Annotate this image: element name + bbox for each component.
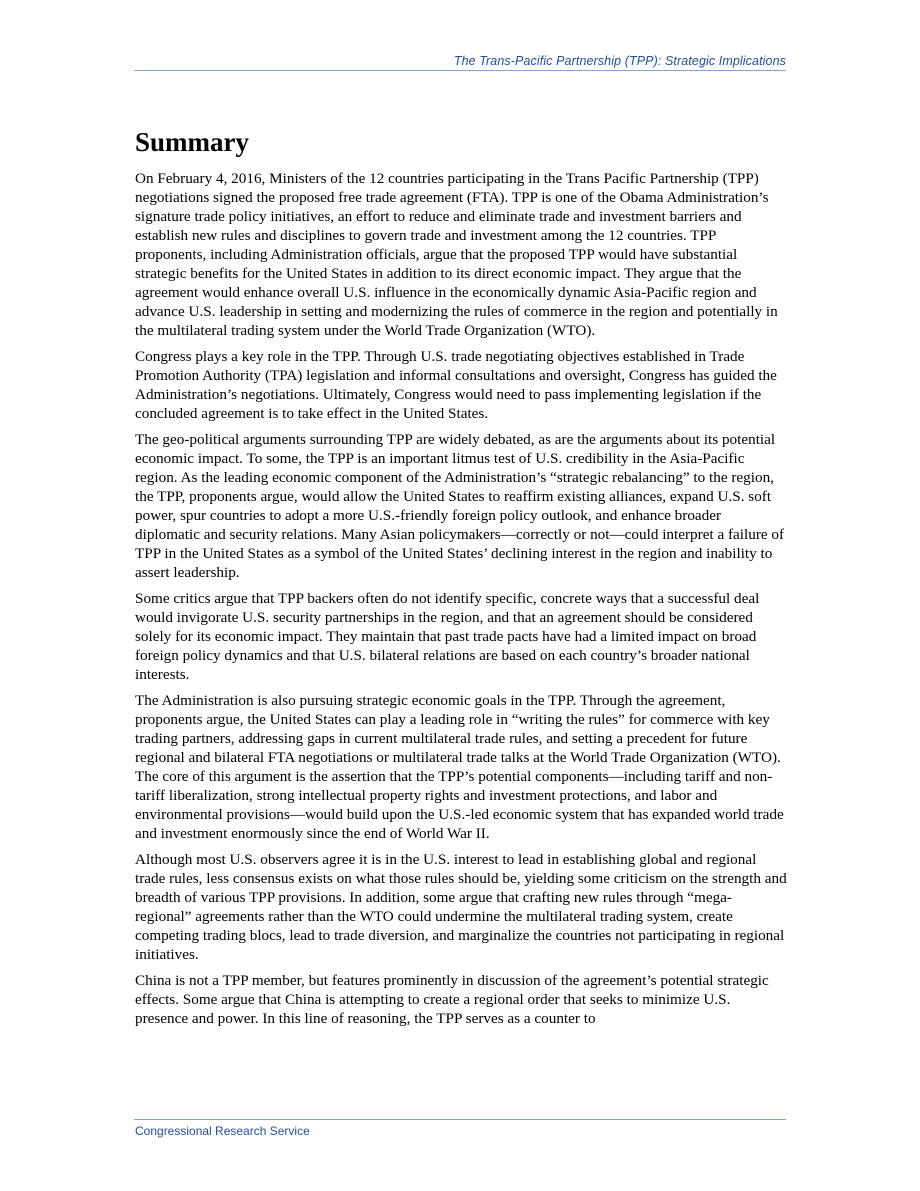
running-header: The Trans-Pacific Partnership (TPP): Strategic Implications bbox=[453, 54, 786, 68]
footer-rule bbox=[134, 1119, 786, 1120]
header-rule bbox=[134, 70, 786, 71]
paragraph-7: China is not a TPP member, but features prominently in discussion of the agreement’s potential strategic effects. Some argue that China is attempting to create a regional order that seeks to minimize U.S. presence and power. In this line of reasoning, the TPP serves as a counter to bbox=[135, 972, 769, 1027]
document-body bbox=[135, 125, 787, 1035]
paragraph-5: The Administration is also pursuing strategic economic goals in the TPP. Through the agreement, proponents argue, the United States can play a leading role in “writing the rules” for commerce with key trading partners, addressing gaps in current multilateral trade rules, and setting a precedent for future regional and bilateral FTA negotiations or multilateral trade talks at the World Trade Organization (WTO). The core of this argument is the assertion that the TPP’s potential components—including tariff and non-tariff liberalization, strong intellectual property rights and investment protections, and labor and environmental provisions—would build upon the U.S.-led economic system that has expanded world trade and investment enormously since the end of World War II. bbox=[135, 692, 784, 842]
paragraph-6: Although most U.S. observers agree it is in the U.S. interest to lead in establishing global and regional trade rules, less consensus exists on what those rules should be, yielding some criticism on the strength and breadth of various TPP provisions. In addition, some argue that crafting new rules through “mega-regional” agreements rather than the WTO could undermine the multilateral trading system, create competing trading blocs, lead to trade diversion, and marginalize the countries not participating in regional initiatives. bbox=[135, 851, 787, 963]
paragraph-3: The geo-political arguments surrounding TPP are widely debated, as are the arguments about its potential economic impact. To some, the TPP is an important litmus test of U.S. credibility in the Asia-Pacific region. As the leading economic component of the Administration’s “strategic rebalancing” to the region, the TPP, proponents argue, would allow the United States to reaffirm existing alliances, expand U.S. soft power, spur countries to adopt a more U.S.-friendly foreign policy outlook, and enhance broader diplomatic and security relations. Many Asian policymakers—correctly or not—could interpret a failure of TPP in the United States as a symbol of the United States’ declining interest in the region and inability to assert leadership. bbox=[135, 431, 785, 581]
paragraph-1: On February 4, 2016, Ministers of the 12 countries participating in the Trans Pacific Partnership (TPP) negotiations signed the proposed free trade agreement (FTA). TPP is one of the Obama Administration’s signature trade policy initiatives, an effort to reduce and eliminate trade and investment barriers and establish new rules and disciplines to govern trade and investment among the 12 countries. TPP proponents, including Administration officials, argue that the proposed TPP would have substantial strategic benefits for the United States in addition to its direct economic impact. They argue that the agreement would enhance overall U.S. influence in the economically dynamic Asia-Pacific region and advance U.S. leadership in setting and modernizing the rules of commerce in the region and potentially in the multilateral trading system under the World Trade Organization (WTO). bbox=[135, 170, 778, 339]
footer-organization: Congressional Research Service bbox=[135, 1124, 310, 1138]
paragraph-4: Some critics argue that TPP backers often do not identify specific, concrete ways that a successful deal would invigorate U.S. security partnerships in the region, and that an agreement should be considered solely for its economic impact. They maintain that past trade pacts have had a limited impact on broad foreign policy dynamics and that U.S. bilateral relations are based on each country’s broader national interests. bbox=[135, 590, 760, 683]
paragraph-2: Congress plays a key role in the TPP. Through U.S. trade negotiating objectives established in Trade Promotion Authority (TPA) legislation and informal consultations and oversight, Congress has guided the Administration’s negotiations. Ultimately, Congress would need to pass implementing legislation if the concluded agreement is to take effect in the United States. bbox=[135, 348, 777, 422]
section-title: Summary bbox=[135, 127, 249, 157]
